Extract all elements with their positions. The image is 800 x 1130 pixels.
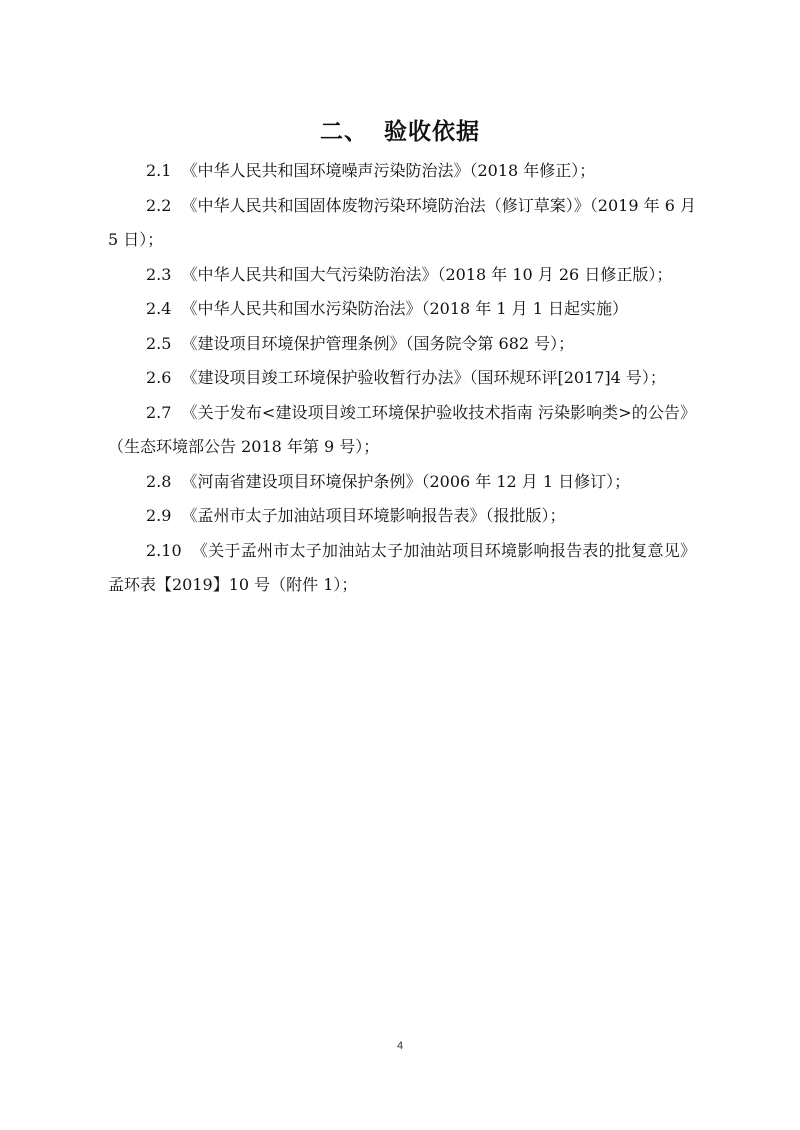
- item-text: 《中华人民共和国固体废物污染环境防治法（修订草案）》（2019 年 6 月 5 日）；: [108, 195, 696, 249]
- item-text: 《建设项目竣工环境保护验收暂行办法》（国环规环评[2017]4 号）；: [181, 368, 666, 387]
- list-item: [108, 361, 696, 396]
- list-item: [108, 292, 696, 327]
- item-text: 《建设项目环境保护管理条例》（国务院令第 682 号）；: [181, 333, 575, 353]
- item-index: 2.3: [146, 264, 172, 284]
- item-index: 2.2: [146, 195, 172, 215]
- list-item: [108, 465, 696, 500]
- item-text: 《中华人民共和国水污染防治法》（2018 年 1 月 1 日起实施）: [181, 299, 628, 318]
- item-index: 2.8: [146, 471, 172, 491]
- item-text: 《关于发布<建设项目竣工环境保护验收技术指南 污染影响类>的公告》（生态环境部公告 2018 年第 9 号）；: [108, 402, 696, 456]
- item-index: 2.9: [146, 506, 172, 525]
- list-item: [108, 189, 696, 258]
- item-index: 2.5: [146, 333, 172, 353]
- item-text: 《中华人民共和国环境噪声污染防治法》（2018 年修正）；: [181, 161, 596, 180]
- page-number: 4: [396, 1040, 404, 1052]
- item-text: 《河南省建设项目环境保护条例》（2006 年 12 月 1 日修订）；: [181, 471, 631, 491]
- reference-list: [108, 154, 696, 603]
- item-index: 2.7: [146, 402, 172, 422]
- list-item: [108, 327, 696, 362]
- section-title: 验收依据: [384, 119, 480, 145]
- list-item: [108, 499, 696, 534]
- item-index: 2.4: [146, 299, 172, 318]
- list-item: [108, 258, 696, 293]
- item-index: 2.6: [146, 368, 172, 387]
- item-text: 《中华人民共和国大气污染防治法》（2018 年 10 月 26 日修正版）；: [181, 264, 673, 284]
- item-index: 2.1: [146, 161, 172, 180]
- list-item: [108, 396, 696, 465]
- item-index: 2.10: [146, 540, 182, 560]
- item-text: 《关于孟州市太子加油站太子加油站项目环境影响报告表的批复意见》孟环表【2019】10 号（附件 1）；: [108, 540, 696, 594]
- section-heading: [0, 116, 800, 148]
- item-text: 《孟州市太子加油站项目环境影响报告表》（报批版）；: [181, 506, 566, 525]
- list-item: [108, 154, 696, 189]
- list-item: [108, 534, 696, 603]
- section-number: 二、: [320, 119, 368, 145]
